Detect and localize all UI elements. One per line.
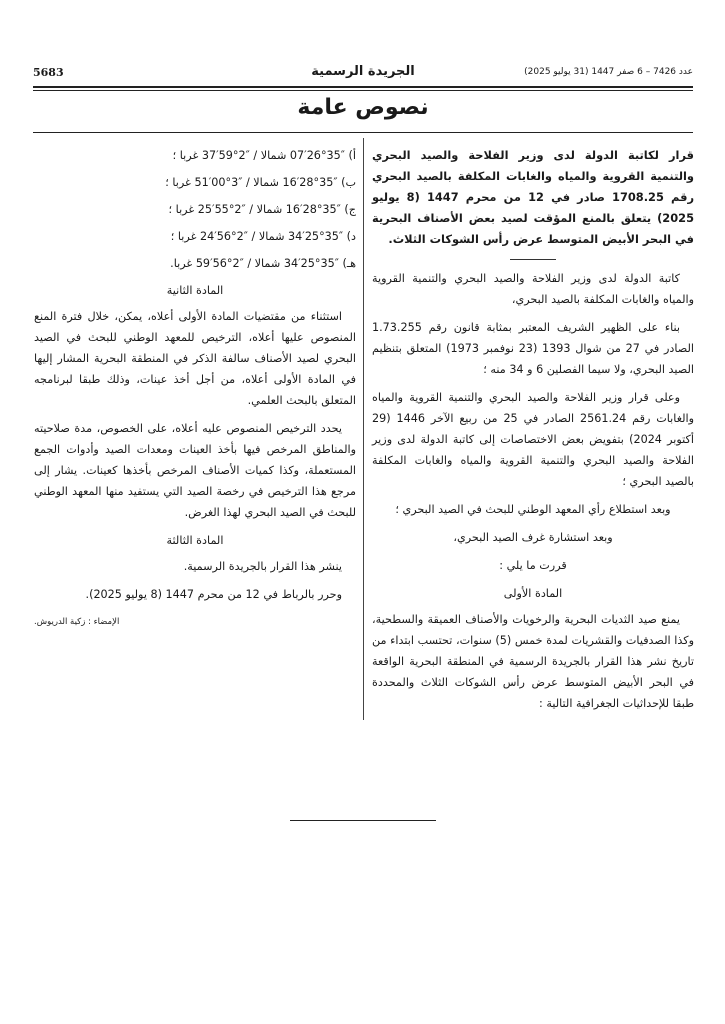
- right-column: [372, 145, 694, 721]
- article-1-title: المادة الأولى: [503, 587, 563, 600]
- end-rule: [290, 820, 436, 821]
- article-3-title: المادة الثالثة: [166, 534, 224, 547]
- article-2-paragraph-1: استثناء من مقتضيات المادة الأولى أعلاه، يمكن، خلال فترة المنع المنصوص عليها أعلاه، الترخيص للمعهد الوطني للبحث في الصيد البحري لصيد الأصناف سالفة الذكر في المنطقة البحرية المشار إليها في المادة الأولى أعلاه، من أجل أخذ عينات، وذلك طبقا لبرنامجه المتعلق بالبحث العلمي.: [34, 310, 356, 407]
- recital-2: وعلى قرار وزير الفلاحة والصيد البحري والتنمية القروية والمياه والغابات رقم 2561.24 الصادر في 25 من ربيع الآخر 1446 (29 أكتوبر 2024) بتفويض بعض الاختصاصات إلى كاتبة الدولة لدى وزير الفلاحة والصيد البحري والتنمية القروية والمياه والغابات المكلفة بالصيد البحري ؛: [372, 391, 695, 488]
- decree-title: قرار لكاتبة الدولة لدى وزير الفلاحة والصيد البحري والتنمية القروية والمياه والغابات المكلفة بالصيد البحري رقم 1708.25 صادر في 12 من محرم 1447 (8 يوليو 2025) يتعلق بالمنع المؤقت لصيد بعض الأصناف البحرية في البحر الأبيض المتوسط عرض رأس الشوكات الثلاث.: [372, 148, 694, 246]
- signature-line: الإمضاء : زكية الدريوش.: [34, 617, 120, 627]
- article-2-title: المادة الثانية: [166, 284, 224, 297]
- journal-title: الجريدة الرسمية: [311, 64, 415, 79]
- done-at-line: وحرر بالرباط في 12 من محرم 1447 (8 يوليو 2025).: [85, 588, 342, 601]
- left-column: [34, 145, 356, 640]
- recital-3: وبعد استطلاع رأي المعهد الوطني للبحث في الصيد البحري ؛: [395, 503, 671, 516]
- decides-line: قررت ما يلي :: [499, 559, 567, 572]
- coordinate-e: هـ) ″35°25′34 شمالا / ″2°56′59 غربا.: [170, 257, 356, 270]
- coordinate-d: د) ″35°25′34 شمالا / ″2°56′24 غربا ؛: [170, 230, 356, 243]
- coordinate-c: ج) ″35°28′16 شمالا / ″2°55′25 غربا ؛: [168, 203, 356, 216]
- article-1-text: يمنع صيد الثديات البحرية والرخويات والأصناف العميقة والسطحية، وكذا الصدفيات والقشريات لمدة خمس (5) سنوات، تحتسب ابتداء من تاريخ نشر هذا القرار بالجريدة الرسمية في المنطقة البحرية الواقعة في البحر الأبيض المتوسط عرض رأس الشوكات الثلاث والمحددة طبقا للإحداثيات الجغرافية التالية :: [372, 613, 694, 710]
- recital-1: بناء على الظهير الشريف المعتبر بمثابة قانون رقم 1.73.255 الصادر في 27 من شوال 1393 (23 نوفمبر 1973) المتعلق بتنظيم الصيد البحري، ولا سيما الفصلين 6 و 34 منه ؛: [372, 321, 694, 376]
- section-title: نصوص عامة: [297, 95, 429, 120]
- title-separator: [510, 259, 556, 260]
- section-rule: [33, 132, 693, 133]
- coordinate-b: ب) ″35°28′16 شمالا / ″3°00′51 غربا ؛: [165, 176, 356, 189]
- page-header: [33, 64, 693, 84]
- column-divider: [363, 138, 364, 720]
- page-number: 5683: [33, 66, 64, 79]
- issuer-paragraph: كاتبة الدولة لدى وزير الفلاحة والصيد البحري والتنمية القروية والمياه والغابات المكلفة بالصيد البحري،: [372, 272, 694, 306]
- header-rule: [33, 86, 693, 88]
- article-3-text: ينشر هذا القرار بالجريدة الرسمية.: [183, 560, 342, 573]
- recital-4: وبعد استشارة غرف الصيد البحري،: [453, 531, 613, 544]
- article-2-paragraph-2: يحدد الترخيص المنصوص عليه أعلاه، على الخصوص، مدة صلاحيته والمناطق المرخص فيها بأخذ العينات ومعدات الصيد وأدوات الجمع المستعملة، وكذا كميات الأصناف المرخص بأخذها كعينات. يشار إلى مرجع هذا الترخيص في رخصة الصيد التي يستفيد منها المعهد الوطني للبحث في الصيد البحري لهذا الغرض.: [34, 422, 356, 519]
- issue-info: عدد 7426 – 6 صفر 1447 (31 يوليو 2025): [524, 67, 693, 77]
- coordinate-a: أ) ″35°26′07 شمالا / ″2°59′37 غربا ؛: [172, 149, 356, 162]
- header-rule-thin: [33, 90, 693, 91]
